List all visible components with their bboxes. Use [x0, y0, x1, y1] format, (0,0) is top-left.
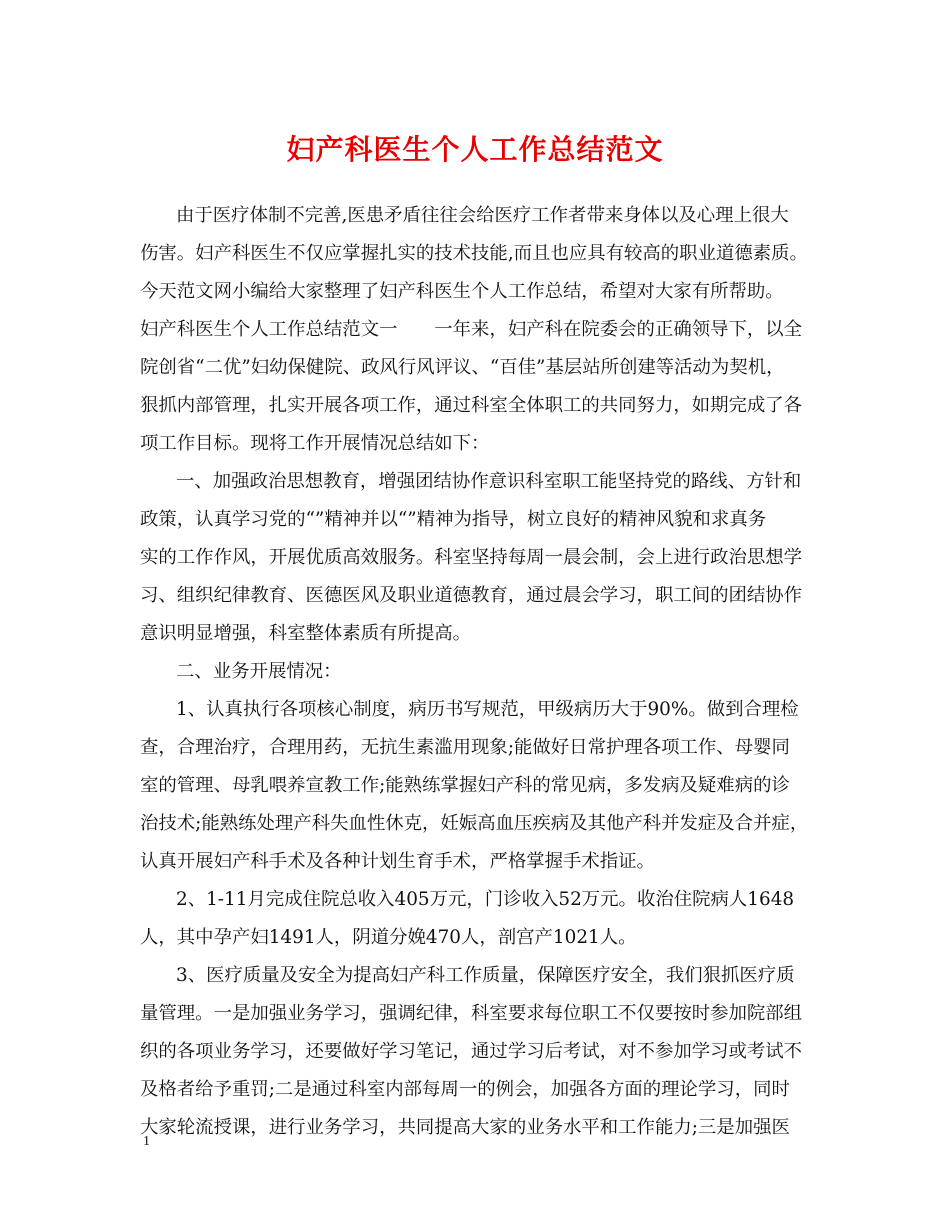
text-line: 认真开展妇产科手术及各种计划生育手术，严格掌握手术指证。 — [140, 851, 655, 872]
text-line: 狠抓内部管理，扎实开展各项工作，通过科室全体职工的共同努力，如期完成了各 — [140, 395, 803, 416]
text-line: 量管理。一是加强业务学习，强调纪律，科室要求每位职工不仅要按时参加院部组 — [140, 1003, 803, 1024]
text-line: 伤害。妇产科医生不仅应掌握扎实的技术技能,而且也应具有较高的职业道德素质。 — [140, 243, 808, 264]
text-line: 一、加强政治思想教育，增强团结协作意识科室职工能坚持党的路线、方针和 — [176, 471, 802, 492]
text-line: 及格者给予重罚;二是通过科室内部每周一的例会，加强各方面的理论学习，同时 — [140, 1079, 790, 1100]
text-line: 二、业务开展情况： — [176, 661, 342, 682]
text-line: 妇产科医生个人工作总结范文一 一年来，妇产科在院委会的正确领导下，以全 — [140, 319, 803, 340]
text-line: 实的工作作风，开展优质高效服务。科室坚持每周一晨会制，会上进行政治思想学 — [140, 547, 803, 568]
text-line: 人，其中孕产妇1491人，阴道分娩470人，剖宫产1021人。 — [140, 927, 637, 948]
text-line: 意识明显增强，科室整体素质有所提高。 — [140, 623, 472, 644]
text-line: 3、医疗质量及安全为提高妇产科工作质量，保障医疗安全，我们狠抓医疗质 — [176, 965, 795, 986]
text-line: 查，合理治疗，合理用药，无抗生素滥用现象;能做好日常护理各项工作、母婴同 — [140, 737, 790, 758]
text-line: 由于医疗体制不完善,医患矛盾往往会给医疗工作者带来身体以及心理上很大 — [176, 205, 789, 226]
text-line: 政策，认真学习党的“”精神并以“”精神为指导，树立良好的精神风貌和求真务 — [140, 509, 767, 530]
text-line: 今天范文网小编给大家整理了妇产科医生个人工作总结，希望对大家有所帮助。 — [140, 281, 784, 302]
text-line: 1、认真执行各项核心制度，病历书写规范，甲级病历大于90%。做到合理检 — [176, 699, 799, 720]
text-line: 院创省“二优”妇幼保健院、政风行风评议、“百佳”基层站所创建等活动为契机， — [140, 357, 785, 378]
text-line: 项工作目标。现将工作开展情况总结如下： — [140, 433, 490, 454]
text-line: 织的各项业务学习，还要做好学习笔记，通过学习后考试，对不参加学习或考试不 — [140, 1041, 803, 1062]
text-line: 治技术;能熟练处理产科失血性休克，妊娠高血压疾病及其他产科并发症及合并症， — [140, 813, 809, 834]
text-line: 大家轮流授课，进行业务学习，共同提高大家的业务水平和工作能力;三是加强医 — [140, 1117, 790, 1138]
document-body — [140, 197, 820, 1147]
page-number: 1 — [143, 1134, 150, 1149]
text-line: 习、组织纪律教育、医德医风及职业道德教育，通过晨会学习，职工间的团结协作 — [140, 585, 803, 606]
text-line: 室的管理、母乳喂养宣教工作;能熟练掌握妇产科的常见病，多发病及疑难病的诊 — [140, 775, 790, 796]
text-line: 2、1-11月完成住院总收入405万元，门诊收入52万元。收治住院病人1648 — [176, 889, 795, 910]
document-title: 妇产科医生个人工作总结范文 — [286, 133, 664, 166]
